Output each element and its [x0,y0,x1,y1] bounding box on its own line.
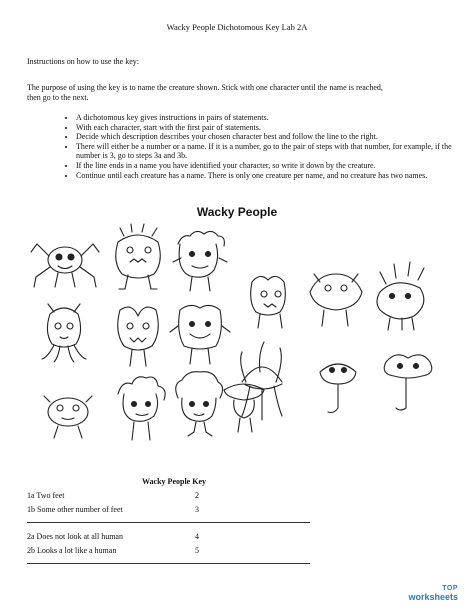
creature-drawing [384,355,432,410]
key-divider [27,522,310,523]
creature-drawing [44,396,92,438]
key-next-step: 3 [195,505,199,514]
key-title: Wacky People Key [142,477,206,486]
creature-drawing [377,262,424,330]
key-row [27,546,307,555]
instruction-item: • Continue until each creature has a name. There is only one creature per name, and no creature has two names. [76,171,466,181]
creature-drawing [116,224,161,289]
key-statement: 2a Does not look at all human [27,532,123,541]
creature-drawing [224,384,264,432]
creature-drawing [118,307,159,366]
instruction-item: • If the line ends in a name you have identified your character, so write it down by the creature. [76,161,466,171]
page-title: Wacky People Dichotomous Key Lab 2A [166,22,308,32]
instructions-heading: Instructions on how to use the key: [27,57,139,66]
purpose-line-1: The purpose of using the key is to name the creature shown. Stick with one character until the name is reached, [27,83,383,92]
creature-drawing [173,231,227,291]
instruction-item: • There will either be a number or a name. If it is a number, go to the pair of steps with that number, for example, if the number is 3, go to steps 3a and 3b. [76,142,466,161]
creature-drawing [251,276,286,328]
creature-drawings [20,222,460,477]
brand-line-1: TOP [442,585,458,592]
key-statement: 1b Some other number of feet [27,505,123,514]
figure-title: Wacky People [196,205,278,219]
creature-drawing [118,377,165,440]
creature-drawing [320,364,356,413]
key-row [27,532,307,541]
creature-drawing [31,244,99,287]
brand-line-2: worksheets [408,592,458,602]
key-statement: 1a Two feet [27,491,65,500]
key-row [27,505,307,514]
brand-logo [408,585,458,601]
creature-drawing [170,305,230,364]
creature-drawing [42,304,86,362]
key-divider [27,563,310,564]
creature-drawing [310,274,362,326]
creature-drawing [241,342,282,420]
creature-drawing [176,372,223,436]
key-next-step: 2 [195,491,199,500]
purpose-line-2: then go to the next. [27,93,89,102]
key-row [27,491,307,500]
instruction-item: • With each character, start with the first pair of statements. [76,123,466,133]
key-next-step: 5 [195,546,199,555]
key-next-step: 4 [195,532,199,541]
key-statement: 2b Looks a lot like a human [27,546,117,555]
instructions-list [62,113,466,180]
instruction-item: • A dichotomous key gives instructions in pairs of statements. [76,113,466,123]
instruction-item: • Decide which description describes your chosen character best and follow the line to the right. [76,132,466,142]
purpose-text [27,83,447,103]
